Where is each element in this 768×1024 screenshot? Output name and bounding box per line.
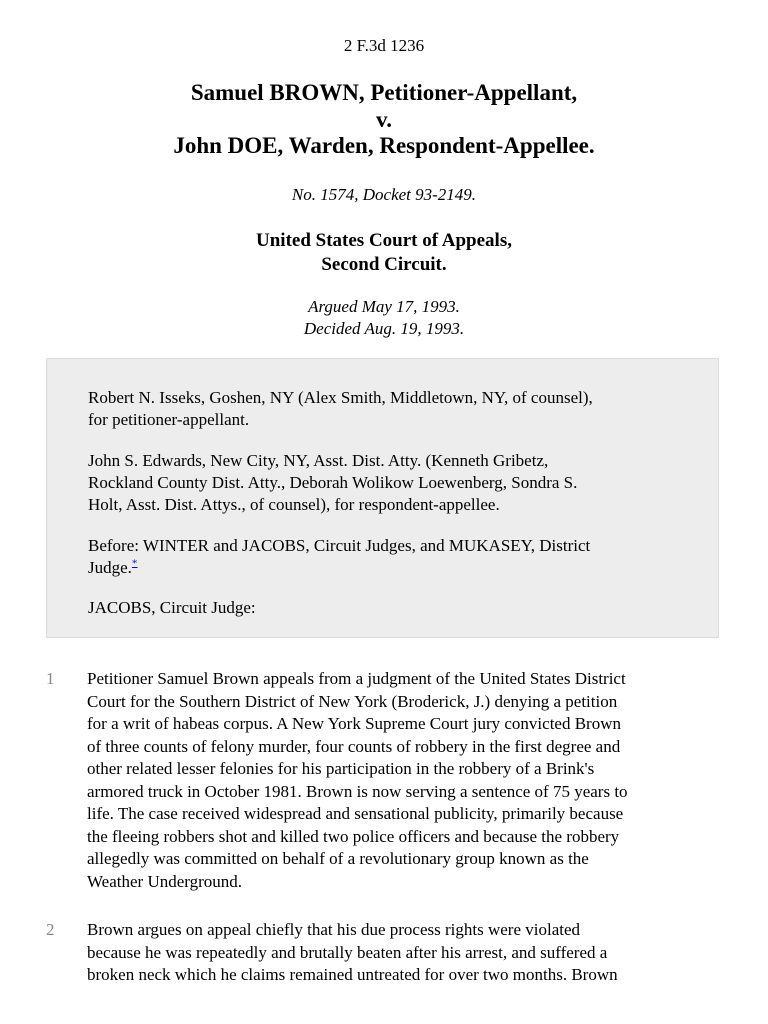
paragraph-line: the fleeing robbers shot and killed two police officers and because the robbery (87, 826, 620, 846)
paragraph-line: Petitioner Samuel Brown appeals from a judgment of the United States District (87, 669, 626, 688)
paragraph-text (87, 919, 727, 987)
paragraph-line: of three counts of felony murder, four counts of robbery in the first degree and (87, 736, 621, 756)
panel-judges-line-2 (88, 557, 698, 579)
respondent-counsel-line: John S. Edwards, New City, NY, Asst. Dist. Atty. (Kenneth Gribetz, (88, 451, 549, 470)
paragraph-number: 2 (46, 920, 55, 939)
versus-label: v. (376, 106, 392, 132)
paragraph-line: Brown argues on appeal chiefly that his due process rights were violated (87, 920, 581, 939)
panel-judges-line: Before: WINTER and JACOBS, Circuit Judges, and MUKASEY, District (88, 536, 591, 555)
court-name-line-2: Second Circuit. (321, 254, 447, 275)
opinion-author-line: JACOBS, Circuit Judge: (88, 598, 256, 617)
paragraph-line: other related lesser felonies for his participation in the robbery of a Brink's (87, 759, 595, 778)
court-name-line-1: United States Court of Appeals, (256, 230, 512, 251)
paragraph-line: because he was repeatedly and brutally beaten after his arrest, and suffered a (87, 942, 608, 962)
case-citation: 2 F.3d 1236 (343, 36, 425, 55)
paragraph-line: allegedly was committed on behalf of a revolutionary group known as the (87, 849, 589, 868)
paragraph-line: for a writ of habeas corpus. A New York Supreme Court jury convicted Brown (87, 714, 621, 733)
paragraph-line: life. The case received widespread and sensational publicity, primarily because (87, 804, 624, 823)
paragraph-line: Weather Underground. (87, 871, 243, 891)
docket-number: No. 1574, Docket 93-2149. (291, 185, 477, 204)
respondent-counsel-line: Holt, Asst. Dist. Attys., of counsel), for respondent-appellee. (88, 495, 500, 514)
petitioner-caption: Samuel BROWN, Petitioner-Appellant, (190, 80, 578, 105)
decided-date: Decided Aug. 19, 1993. (303, 319, 465, 338)
court-name (0, 229, 768, 277)
counsel-panel (46, 358, 719, 638)
paragraph-line: Court for the Southern District of New York (Broderick, J.) denying a petition (87, 691, 618, 711)
opinion-author (88, 597, 698, 619)
petitioner-counsel-line: for petitioner-appellant. (88, 410, 250, 429)
case-caption (0, 80, 768, 160)
paragraph-text (87, 668, 727, 893)
panel-judges (88, 535, 698, 579)
paragraph-number: 1 (46, 669, 55, 688)
footnote-link[interactable]: * (131, 557, 138, 570)
respondent-counsel (88, 450, 698, 516)
respondent-caption: John DOE, Warden, Respondent-Appellee. (173, 133, 595, 158)
paragraph-line: armored truck in October 1981. Brown is now serving a sentence of 75 years to (87, 781, 628, 801)
argued-date: Argued May 17, 1993. (308, 297, 460, 316)
petitioner-counsel-line: Robert N. Isseks, Goshen, NY (Alex Smith, Middletown, NY, of counsel), (88, 388, 593, 407)
panel-judges-line-text: Judge. (88, 558, 132, 577)
petitioner-counsel (88, 387, 698, 431)
paragraph-line: broken neck which he claims remained untreated for over two months. Brown (87, 965, 618, 984)
respondent-counsel-line: Rockland County Dist. Atty., Deborah Wolikow Loewenberg, Sondra S. (88, 473, 578, 492)
case-dates (0, 296, 768, 340)
